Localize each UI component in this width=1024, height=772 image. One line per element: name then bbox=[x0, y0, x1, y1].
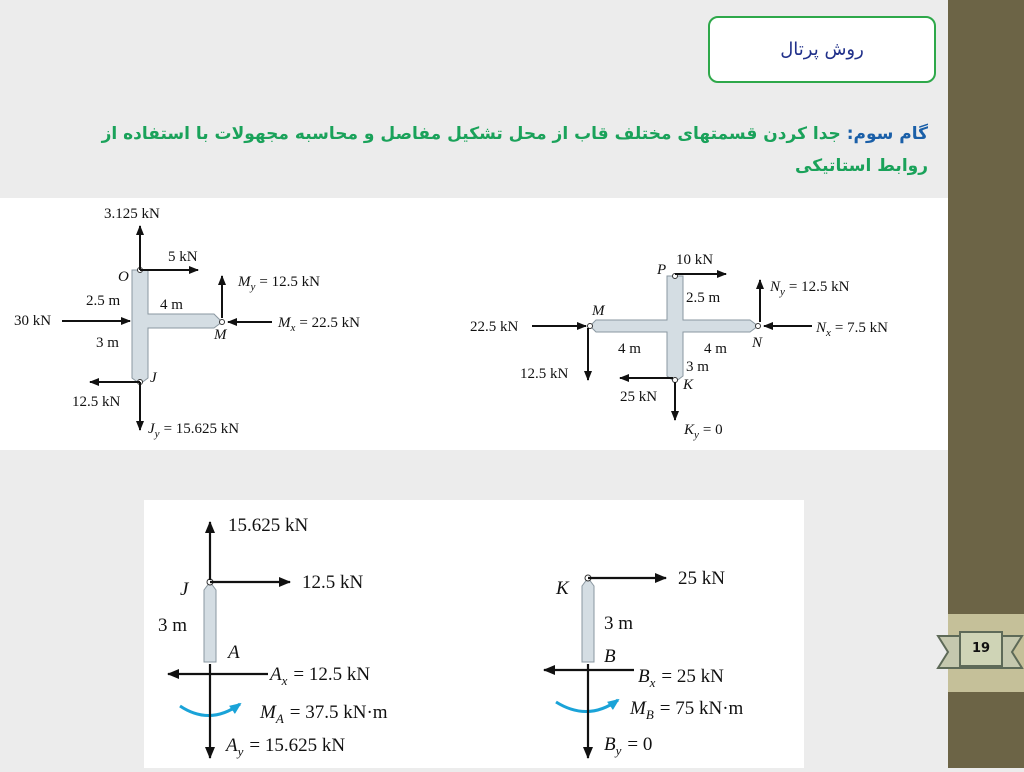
label-k-left-force: 25 kN bbox=[620, 389, 658, 405]
label-dim-beam: 4 m bbox=[160, 297, 183, 313]
label-top-force: 3.125 kN bbox=[104, 206, 160, 222]
label-right-force: 5 kN bbox=[168, 249, 198, 265]
slide-title: روش پرتال bbox=[780, 39, 864, 60]
label-nx: $N_x = 7.5$ kN bbox=[816, 320, 888, 339]
label-ky: $K_y = 0$ bbox=[684, 422, 723, 441]
column-a-member bbox=[204, 582, 216, 662]
label-dim-a: 3 m bbox=[158, 615, 188, 636]
hinge-m bbox=[220, 320, 225, 325]
label-top-force-a: 15.625 kN bbox=[228, 515, 309, 536]
bottom-diagrams-svg bbox=[144, 500, 804, 768]
label-joint-m-r: M bbox=[592, 303, 605, 319]
top-diagrams-panel bbox=[0, 198, 948, 450]
label-joint-j-a: J bbox=[180, 579, 189, 600]
left-frame-member bbox=[132, 270, 222, 384]
label-dim-left: 2.5 m bbox=[86, 293, 121, 309]
title-box bbox=[708, 16, 936, 83]
label-joint-p: P bbox=[657, 262, 667, 278]
label-left-force-r: 22.5 kN bbox=[470, 319, 519, 335]
label-dim-b: 3 m bbox=[604, 613, 634, 634]
hinge-k bbox=[673, 378, 678, 383]
hinge-n bbox=[756, 324, 761, 329]
bottom-diagrams-panel bbox=[144, 500, 804, 768]
label-base-b: B bbox=[604, 646, 616, 667]
step-text: جدا کردن قسمتهای مختلف قاب از محل تشکیل مفاصل و محاسبه مجهولات با استفاده از روابط استاتیکی bbox=[101, 124, 928, 176]
label-dim-down-r: 3 m bbox=[686, 359, 709, 375]
hinge-m2 bbox=[588, 324, 593, 329]
step-description bbox=[80, 118, 928, 182]
label-right-force-a: 12.5 kN bbox=[302, 572, 364, 593]
label-left-force: 30 kN bbox=[14, 313, 52, 329]
label-by: $B_y = 0$ bbox=[604, 734, 653, 758]
column-a-diagram bbox=[158, 515, 388, 759]
label-joint-m: M bbox=[214, 327, 227, 343]
label-top-force-r: 10 kN bbox=[676, 252, 714, 268]
label-ax: $A_x = 12.5$ kN bbox=[270, 664, 371, 688]
right-frame-member bbox=[590, 276, 758, 382]
right-frame-diagram bbox=[470, 252, 888, 441]
label-my: $M_y = 12.5$ kN bbox=[238, 274, 320, 293]
label-joint-k-b: K bbox=[556, 578, 569, 599]
label-joint-o: O bbox=[118, 269, 129, 285]
page-number: 19 bbox=[971, 641, 991, 656]
column-b-member bbox=[582, 578, 594, 662]
label-base-a: A bbox=[228, 642, 240, 663]
label-ny: $N_y = 12.5$ kN bbox=[770, 279, 850, 298]
label-dim-down: 3 m bbox=[96, 335, 119, 351]
label-joint-j: J bbox=[150, 370, 157, 386]
label-bx: $B_x = 25$ kN bbox=[638, 666, 724, 690]
left-frame-diagram bbox=[14, 206, 360, 440]
label-joint-k: K bbox=[683, 377, 694, 393]
label-dim-up-r: 2.5 m bbox=[686, 290, 721, 306]
label-jy: $J_y = 15.625$ kN bbox=[148, 421, 240, 440]
label-dim-right-r: 4 m bbox=[704, 341, 727, 357]
label-dim-left-r: 4 m bbox=[618, 341, 641, 357]
step-label: گام سوم: bbox=[846, 124, 928, 144]
top-diagrams-svg bbox=[0, 198, 948, 450]
column-b-diagram bbox=[544, 568, 744, 758]
label-mb: $M_B = 75$ kN·m bbox=[630, 698, 744, 722]
label-ma: $M_A = 37.5$ kN·m bbox=[260, 702, 388, 726]
label-right-force-b: 25 kN bbox=[678, 568, 725, 589]
label-bottom-left-force: 12.5 kN bbox=[72, 394, 121, 410]
label-joint-n: N bbox=[752, 335, 763, 351]
label-ay: $A_y = 15.625$ kN bbox=[226, 735, 346, 759]
label-down-force-r: 12.5 kN bbox=[520, 366, 569, 382]
label-mx: $M_x = 22.5$ kN bbox=[278, 315, 360, 334]
